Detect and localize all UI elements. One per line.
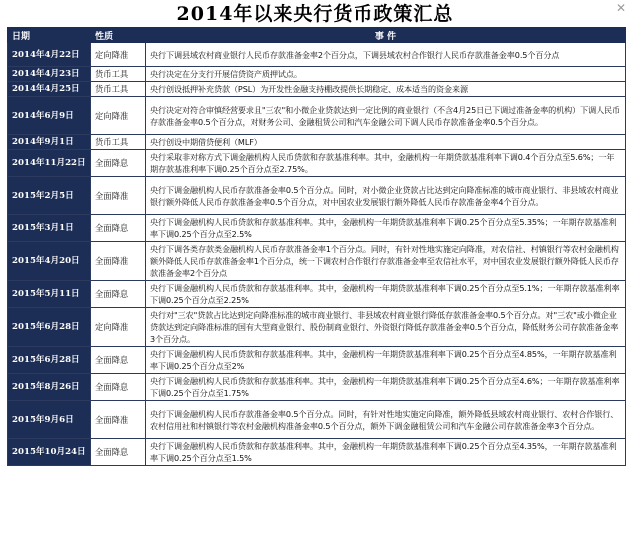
table-row	[8, 177, 626, 215]
row-nature: 全面降息	[91, 347, 146, 374]
table-row	[8, 439, 626, 466]
page-title: 2014年以来央行货币政策汇总	[176, 3, 454, 25]
row-event: 央行决定对符合审慎经营要求且"三农"和小微企业贷款达到一定比例的商业银行（不含4月25日已下调过准备金率的机构）下调人民币存款准备金率0.5个百分点，对财务公司、金融租赁公司和汽车金融公司下调人民币存款准备金率0.5个百分点。	[146, 97, 626, 135]
header-event: 事 件	[146, 28, 626, 43]
row-event: 央行创设抵押补充贷款（PSL）为开发性金融支持棚改提供长期稳定、成本适当的资金来源	[146, 82, 626, 97]
row-event: 央行采取非对称方式下调金融机构人民币贷款和存款基准利率。其中，金融机构一年期贷款基准利率下调0.4个百分点至5.6%；一年期存款基准利率下调0.25个百分点至2.75%。	[146, 150, 626, 177]
row-date: 2015年5月11日	[8, 281, 91, 308]
row-event: 央行下调金融机构人民币贷款和存款基准利率。其中，金融机构一年期贷款基准利率下调0.25个百分点至5.1%；一年期存款基准利率下调0.25个百分点至2.25%	[146, 281, 626, 308]
table-row	[8, 67, 626, 82]
row-date: 2015年2月5日	[8, 177, 91, 215]
close-icon[interactable]: ✕	[615, 1, 627, 15]
row-date: 2014年4月25日	[8, 82, 91, 97]
row-date: 2015年6月28日	[8, 347, 91, 374]
table-row	[8, 281, 626, 308]
row-event: 央行下调金融机构人民币存款准备金率0.5个百分点。同时，有针对性地实施定向降准，额外降低县域农村商业银行、农村合作银行、农村信用社和村镇银行等农村金融机构准备金率0.5个百分点，额外下调金融租赁公司和汽车金融公司存款准备金率3个百分点。	[146, 401, 626, 439]
row-event: 央行下调各类存款类金融机构人民币存款准备金率1个百分点。同时，有针对性地实施定向降准，对农信社、村镇银行等农村金融机构额外降低人民币存款准备金率1个百分点，统一下调农村合作银行存款准备金率至农信社水平，对中国农业发展银行额外降低人民币存款准备金率2个百分点	[146, 242, 626, 281]
row-nature: 货币工具	[91, 67, 146, 82]
table-row	[8, 347, 626, 374]
header-date: 日期	[8, 28, 91, 43]
table-header-row	[8, 28, 626, 43]
row-date: 2014年4月22日	[8, 43, 91, 67]
table-row	[8, 150, 626, 177]
table-row	[8, 135, 626, 150]
table-row	[8, 43, 626, 67]
row-event: 央行下调金融机构人民币贷款和存款基准利率。其中，金融机构一年期贷款基准利率下调0.25个百分点至4.35%，一年期存款基准利率下调0.25个百分点至1.5%	[146, 439, 626, 466]
row-date: 2015年9月6日	[8, 401, 91, 439]
row-nature: 货币工具	[91, 135, 146, 150]
table-row	[8, 97, 626, 135]
row-date: 2015年8月26日	[8, 374, 91, 401]
table-row	[8, 308, 626, 347]
table-row	[8, 82, 626, 97]
row-event: 央行下调金融机构人民币贷款和存款基准利率。其中，金融机构一年期贷款基准利率下调0.25个百分点至4.85%，一年期存款基准利率下调0.25个百分点至2%	[146, 347, 626, 374]
row-nature: 全面降息	[91, 150, 146, 177]
row-nature: 全面降准	[91, 401, 146, 439]
row-event: 央行下调县域农村商业银行人民币存款准备金率2个百分点，下调县域农村合作银行人民币存款准备金率0.5个百分点	[146, 43, 626, 67]
row-date: 2015年3月1日	[8, 215, 91, 242]
row-event: 央行下调金融机构人民币贷款和存款基准利率。其中，金融机构一年期贷款基准利率下调0.25个百分点至5.35%；一年期存款基准利率下调0.25个百分点至2.5%	[146, 215, 626, 242]
row-nature: 定向降准	[91, 43, 146, 67]
table-row	[8, 215, 626, 242]
row-nature: 全面降息	[91, 374, 146, 401]
row-date: 2014年6月9日	[8, 97, 91, 135]
row-nature: 货币工具	[91, 82, 146, 97]
policy-table	[7, 27, 626, 466]
table-row	[8, 242, 626, 281]
row-event: 央行下调金融机构人民币贷款和存款基准利率。其中，金融机构一年期贷款基准利率下调0.25个百分点至4.6%；一年期存款基准利率下调0.25个百分点至1.75%	[146, 374, 626, 401]
row-nature: 全面降准	[91, 177, 146, 215]
row-date: 2015年6月28日	[8, 308, 91, 347]
row-nature: 全面降息	[91, 215, 146, 242]
header-nature: 性质	[91, 28, 146, 43]
row-nature: 全面降息	[91, 281, 146, 308]
row-event: 央行决定在分支行开展信贷资产质押试点。	[146, 67, 626, 82]
row-event: 央行下调金融机构人民币存款准备金率0.5个百分点。同时，对小微企业贷款占比达到定向降准标准的城市商业银行、非县域农村商业银行额外降低人民币存款准备金率0.5个百分点，对中国农业发展银行额外降低人民币存款准备金率4个百分点。	[146, 177, 626, 215]
row-nature: 定向降准	[91, 308, 146, 347]
row-date: 2015年10月24日	[8, 439, 91, 466]
row-event: 央行对"三农"贷款占比达到定向降准标准的城市商业银行、非县域农村商业银行降低存款准备金率0.5个百分点。对"三农"或小微企业贷款达到定向降准标准的国有大型商业银行、股份制商业银行、外资银行降低存款准备金率0.5个百分点，降低财务公司存款准备金率3个百分点。	[146, 308, 626, 347]
table-row	[8, 374, 626, 401]
table-row	[8, 401, 626, 439]
row-date: 2014年11月22日	[8, 150, 91, 177]
row-nature: 全面降息	[91, 439, 146, 466]
row-date: 2014年9月1日	[8, 135, 91, 150]
row-nature: 定向降准	[91, 97, 146, 135]
row-nature: 全面降准	[91, 242, 146, 281]
row-event: 央行创设中期借贷便利（MLF）	[146, 135, 626, 150]
row-date: 2014年4月23日	[8, 67, 91, 82]
row-date: 2015年4月20日	[8, 242, 91, 281]
